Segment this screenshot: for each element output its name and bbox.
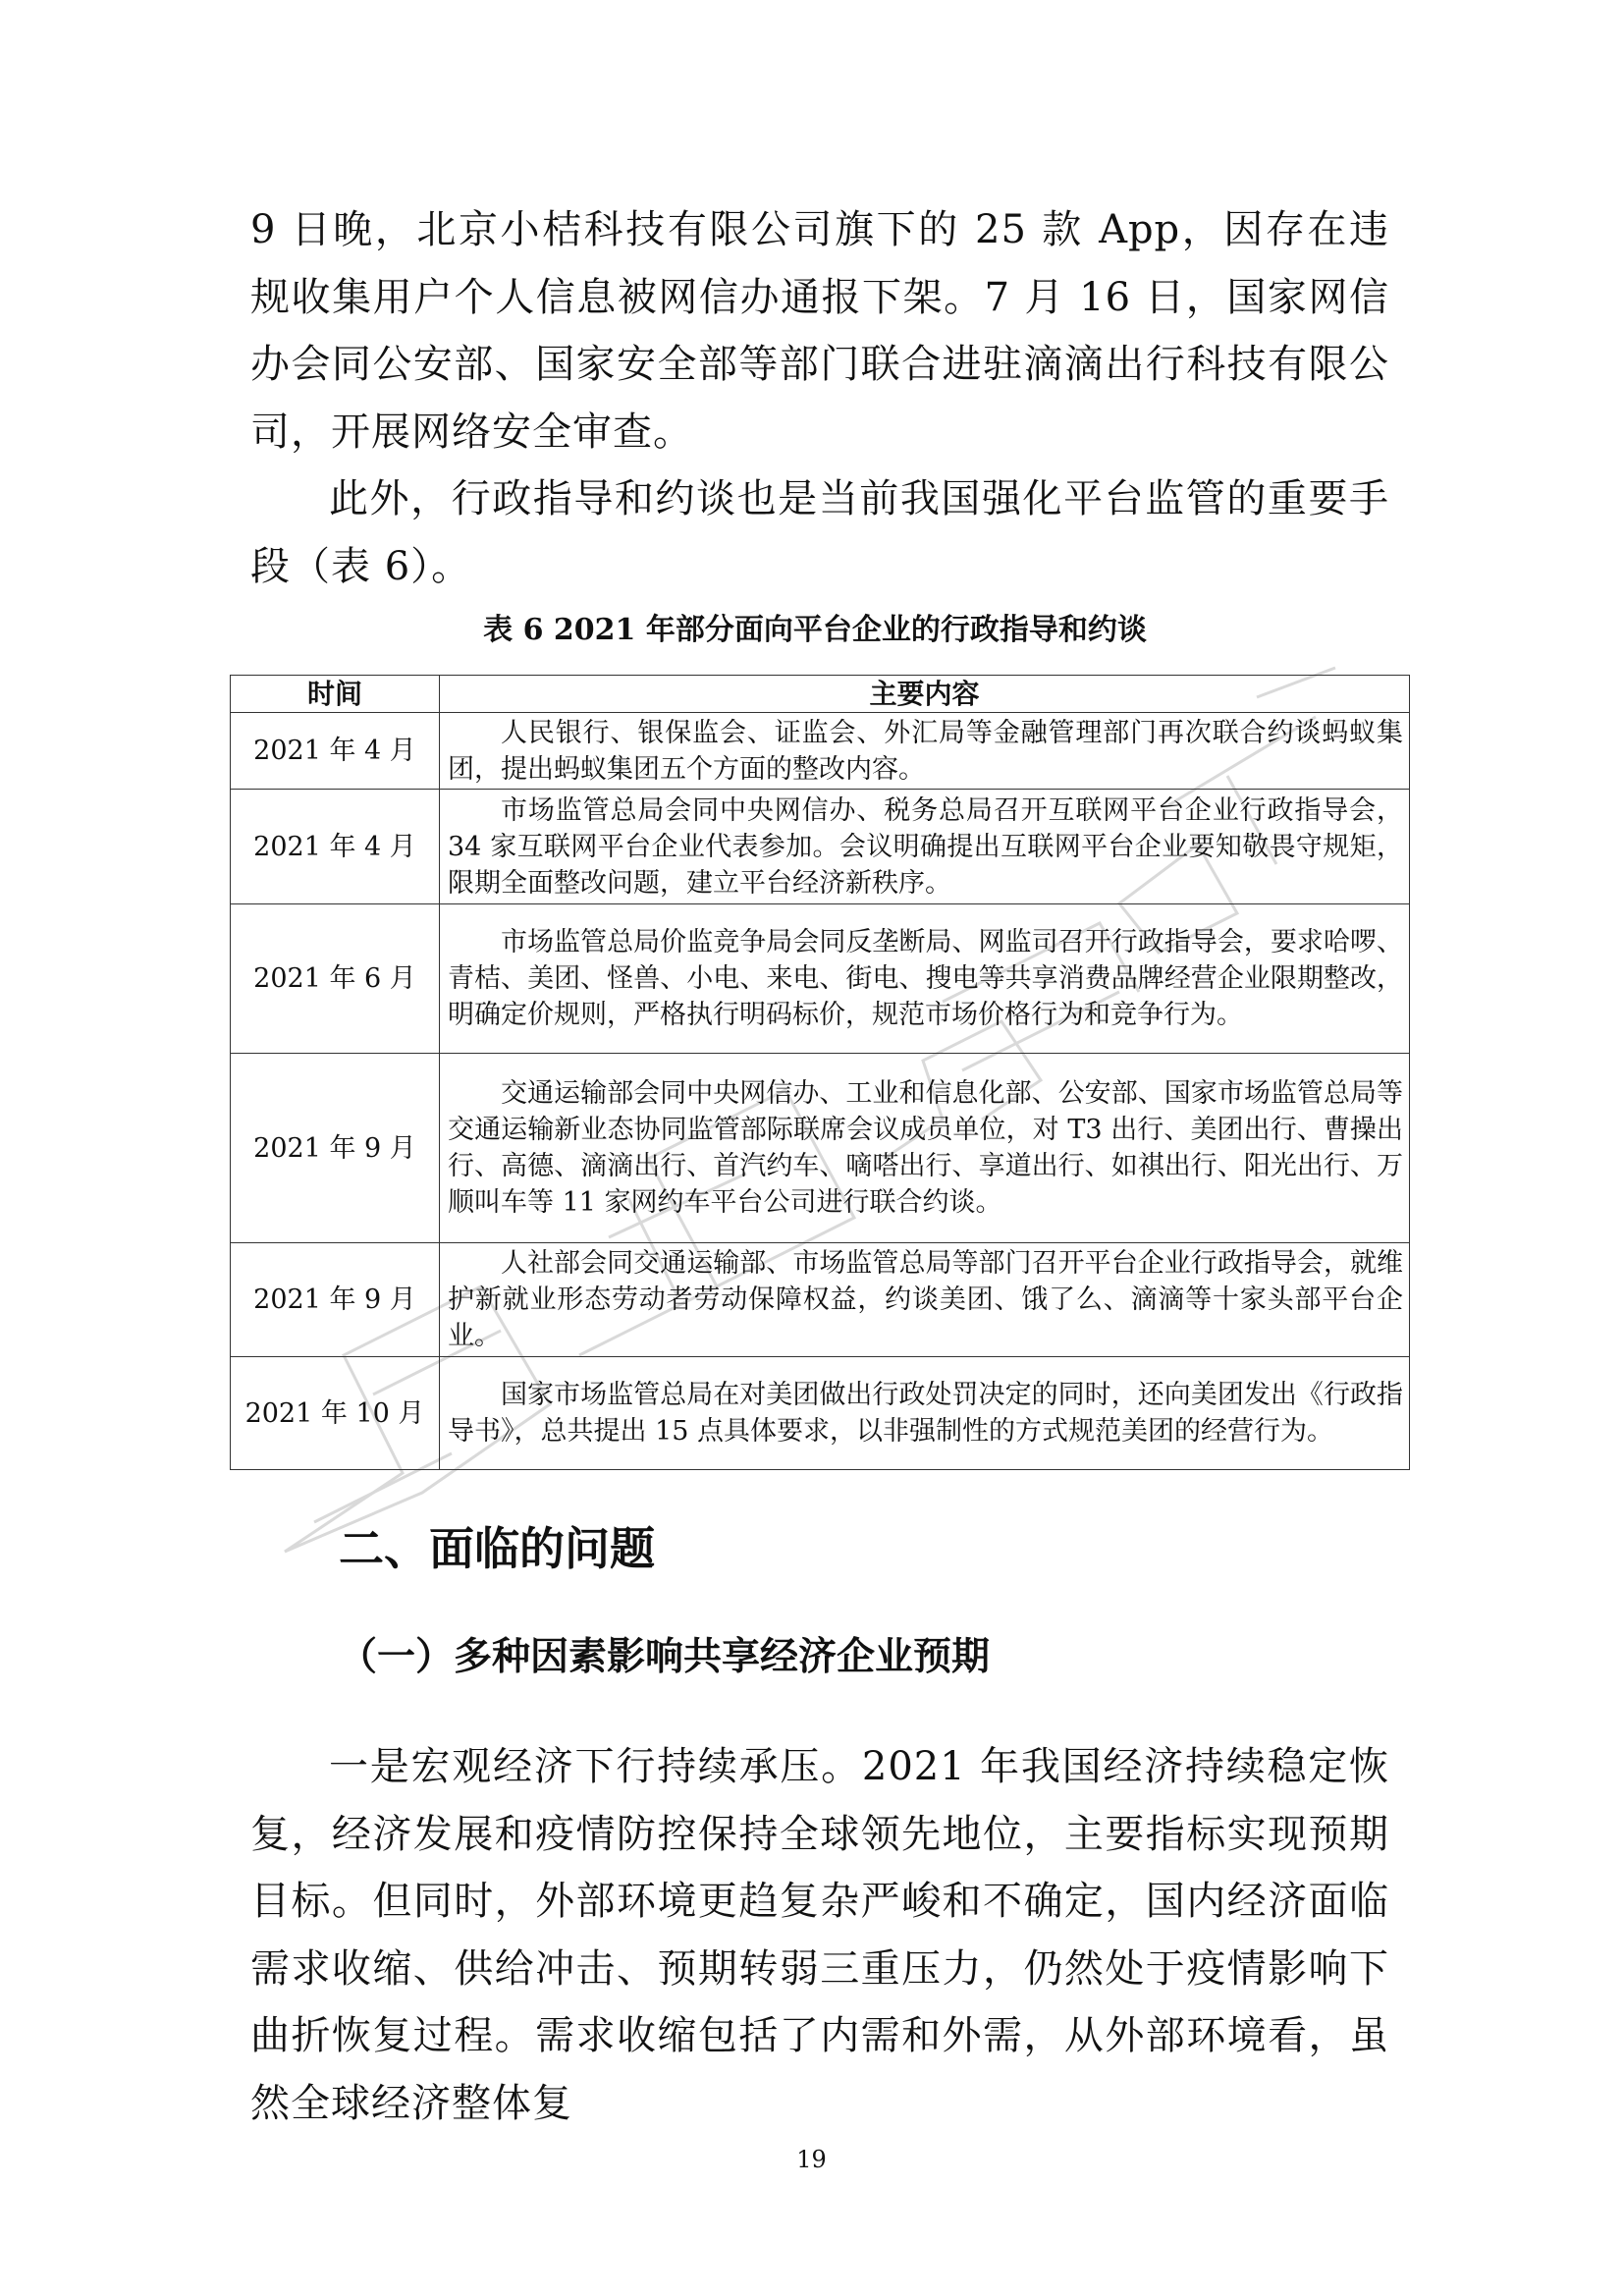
body-paragraph: 一是宏观经济下行持续承压。2021 年我国经济持续稳定恢复，经济发展和疫情防控保持全球领先地位，主要指标实现预期目标。但同时，外部环境更趋复杂严峻和不确定，国内经济面临需求收缩、供给冲击、预期转弱三重压力，仍然处于疫情影响下曲折恢复过程。需求收缩包括了内需和外需，从外部环境看，虽然全球经济整体复 (250, 1744, 1389, 2126)
table-row (231, 790, 1410, 904)
header-time: 时间 (231, 676, 440, 713)
row-content: 市场监管总局价监竞争局会同反垄断局、网监司召开行政指导会，要求哈啰、青桔、美团、怪兽、小电、来电、街电、搜电等共享消费品牌经营企业限期整改，明确定价规则，严格执行明码标价，规范市场价格行为和竞争行为。 (440, 904, 1410, 1054)
row-time: 2021 年 10 月 (231, 1357, 440, 1470)
row-time: 2021 年 4 月 (231, 790, 440, 904)
row-time: 2021 年 9 月 (231, 1243, 440, 1357)
table-row (231, 1054, 1410, 1243)
subsection-heading: （一）多种因素影响共享经济企业预期 (339, 1635, 991, 1679)
row-content: 国家市场监管总局在对美团做出行政处罚决定的同时，还向美团发出《行政指导书》，总共提出 15 点具体要求，以非强制性的方式规范美团的经营行为。 (440, 1357, 1410, 1470)
row-content: 市场监管总局会同中央网信办、税务总局召开互联网平台企业行政指导会，34 家互联网平台企业代表参加。会议明确提出互联网平台企业要知敬畏守规矩，限期全面整改问题，建立平台经济新秩序。 (440, 790, 1410, 904)
continued-paragraph: 9 日晚，北京小桔科技有限公司旗下的 25 款 App，因存在违规收集用户个人信息被网信办通报下架。7 月 16 日，国家网信办会同公安部、国家安全部等部门联合进驻滴滴出行科技有限公司，开展网络安全审查。 (250, 207, 1389, 455)
row-time: 2021 年 9 月 (231, 1054, 440, 1243)
row-time: 2021 年 4 月 (231, 713, 440, 790)
table-header-row (231, 676, 1410, 713)
page-number: 19 (796, 2146, 827, 2173)
row-time: 2021 年 6 月 (231, 904, 440, 1054)
table-row (231, 713, 1410, 790)
table-row (231, 1243, 1410, 1357)
row-content: 人民银行、银保监会、证监会、外汇局等金融管理部门再次联合约谈蚂蚁集团，提出蚂蚁集团五个方面的整改内容。 (440, 713, 1410, 790)
intro-paragraph: 此外，行政指导和约谈也是当前我国强化平台监管的重要手段（表 6）。 (250, 476, 1389, 589)
table-row (231, 904, 1410, 1054)
table-caption: 表 6 2021 年部分面向平台企业的行政指导和约谈 (483, 613, 1147, 647)
section-heading: 二、面临的问题 (339, 1522, 655, 1575)
row-content: 交通运输部会同中央网信办、工业和信息化部、公安部、国家市场监管总局等交通运输新业态协同监管部际联席会议成员单位，对 T3 出行、美团出行、曹操出行、高德、滴滴出行、首汽约车、嘀嗒出行、享道出行、如祺出行、阳光出行、万顺叫车等 11 家网约车平台公司进行联合约谈。 (440, 1054, 1410, 1243)
row-content: 人社部会同交通运输部、市场监管总局等部门召开平台企业行政指导会，就维护新就业形态劳动者劳动保障权益，约谈美团、饿了么、滴滴等十家头部平台企业。 (440, 1243, 1410, 1357)
guidance-table (230, 675, 1410, 1470)
table-row (231, 1357, 1410, 1470)
header-content: 主要内容 (440, 676, 1410, 713)
